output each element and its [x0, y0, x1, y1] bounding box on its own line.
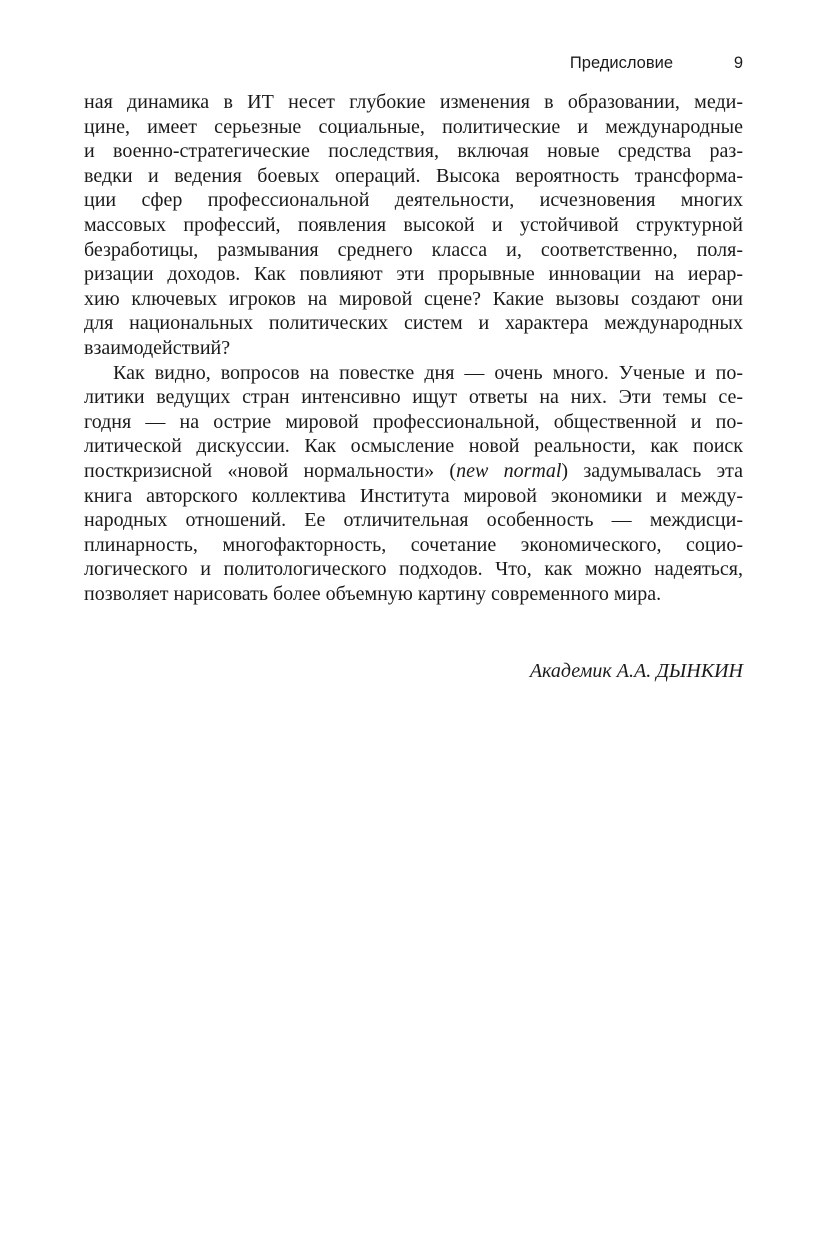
text-line: Как видно, вопросов на повестке дня — очень много. Ученые и по-	[113, 361, 743, 384]
text-line: литики ведущих стран интенсивно ищут ответы на них. Эти темы се-	[84, 386, 743, 409]
author-signature: Академик А.А. ДЫНКИН	[529, 660, 743, 682]
italic-phrase: new normal	[456, 459, 562, 482]
text-line: годня — на острие мировой профессиональной, общественной и по-	[84, 410, 743, 433]
text-line: плинарность, многофакторность, сочетание экономического, социо-	[84, 533, 743, 556]
paragraph-1	[84, 90, 743, 361]
running-head	[84, 54, 743, 78]
text-line-mixed	[84, 459, 743, 484]
paragraph-2	[84, 361, 743, 607]
text-line: и военно-стратегические последствия, включая новые средства раз-	[84, 140, 743, 163]
text-line: для национальных политических систем и характера международных	[84, 312, 743, 335]
text-fragment: ) задумывалась эта	[561, 459, 744, 482]
text-line: цине, имеет серьезные социальные, политические и международные	[84, 115, 743, 138]
running-head-section: Предисловие	[569, 54, 673, 72]
text-line: литической дискуссии. Как осмысление новой реальности, как поиск	[84, 435, 743, 458]
text-line: книга авторского коллектива Института мировой экономики и между-	[84, 484, 743, 507]
page-number: 9	[733, 54, 743, 72]
text-line: ная динамика в ИТ несет глубокие изменения в образовании, меди-	[84, 91, 743, 113]
text-fragment: посткризисной «новой нормальности» (	[84, 459, 457, 482]
text-line: ции сфер профессиональной деятельности, исчезновения многих	[84, 189, 743, 212]
text-line: народных отношений. Ее отличительная особенность — междисци-	[84, 509, 743, 532]
text-line: ведки и ведения боевых операций. Высока вероятность трансформа-	[84, 164, 743, 187]
text-line: позволяет нарисовать более объемную картину современного мира.	[84, 582, 662, 605]
text-line: безработицы, размывания среднего класса и, соответственно, поля-	[84, 238, 743, 261]
text-line: взаимодействий?	[84, 336, 231, 359]
text-line: ризации доходов. Как повлияют эти прорывные инновации на иерар-	[84, 263, 743, 286]
body-text	[84, 90, 743, 606]
text-line: хию ключевых игроков на мировой сцене? Какие вызовы создают они	[84, 287, 743, 310]
text-line: массовых профессий, появления высокой и устойчивой структурной	[84, 213, 743, 236]
text-line: логического и политологического подходов. Что, как можно надеяться,	[84, 558, 743, 581]
